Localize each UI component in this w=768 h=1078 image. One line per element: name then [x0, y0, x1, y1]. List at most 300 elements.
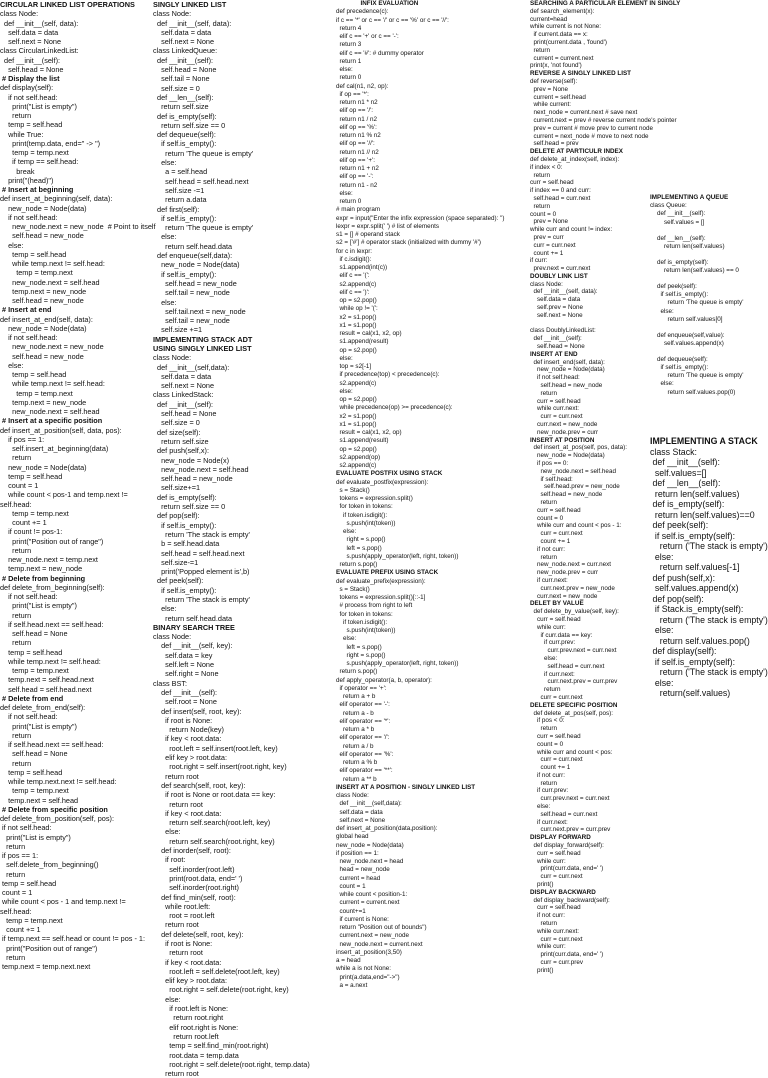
- code-line: if temp.next == self.head or count != pos - 1:: [0, 934, 146, 944]
- code-line: [650, 170, 768, 178]
- code-line: def delete_at_pos(self, pos):: [530, 709, 613, 717]
- code-line: curr.next = new_node: [530, 421, 598, 429]
- code-line: def display(self):: [650, 646, 717, 656]
- code-line: while current is not None:: [530, 23, 602, 31]
- code-line: self.values.append(x): [650, 339, 724, 347]
- code-line: self.data = data: [530, 296, 581, 304]
- code-line: return 'The stack is empty': [153, 529, 250, 539]
- code-line: s1.append(int(c)): [336, 264, 388, 271]
- code-line: print(a.data,end="->"): [336, 973, 400, 981]
- code-line: insert_at_position(3,50): [336, 948, 402, 956]
- code-line: curr.next.prev = new_node: [530, 584, 615, 592]
- code-line: print(): [530, 966, 554, 974]
- code-line: return: [0, 610, 32, 620]
- code-line: def __init__(self, data):: [530, 288, 598, 296]
- code-line: if curr.next:: [530, 576, 568, 584]
- code-line: self.insert_at_beginning(data): [0, 444, 109, 453]
- code-line: [650, 16, 768, 24]
- code-line: self.tail = new_node: [153, 288, 230, 298]
- code-line: self.delete_from_beginning(): [0, 860, 99, 870]
- code-line: return n1 * n2: [336, 99, 378, 106]
- code-line: self.head = None: [153, 409, 217, 419]
- code-line: return(self.values): [650, 688, 731, 698]
- code-line: def evaluate_prefix(expression):: [336, 577, 426, 585]
- code-line: s2.append(c): [336, 280, 377, 288]
- code-line: if not self.head:: [0, 333, 58, 342]
- code-line: while root.left:: [153, 901, 211, 911]
- code-line: count += 1: [530, 249, 564, 257]
- code-line: count = 1: [336, 882, 366, 890]
- code-line: temp.next = new_node: [0, 397, 87, 407]
- code-line: def __init__(self):: [153, 55, 214, 65]
- code-line: def delete(self, root, key):: [153, 929, 244, 939]
- code-line: class DoublyLinkedList:: [530, 327, 596, 335]
- code-line: self.head.prev = new_node: [530, 483, 620, 491]
- code-line: count+=1: [336, 907, 366, 915]
- code-line: class Node:: [153, 353, 192, 363]
- code-line: else:: [0, 360, 24, 370]
- code-line: return root.left: [153, 1031, 219, 1041]
- code-line: if not curr:: [530, 912, 565, 920]
- code-line: elif op == '+':: [336, 156, 375, 164]
- code-line: [650, 154, 768, 162]
- code-line: s = Stack(): [336, 585, 370, 593]
- code-line: return: [0, 638, 32, 648]
- code-line: class Node:: [530, 280, 563, 288]
- code-line: return: [530, 686, 561, 694]
- code-line: break: [0, 166, 35, 176]
- code-line: while op != '(':: [336, 305, 378, 313]
- code-line: current = current.next: [530, 54, 594, 62]
- code-line: def insert_end(self, data):: [530, 358, 605, 366]
- section-heading: IMPLEMENTING A QUEUE: [650, 194, 729, 202]
- section-heading: INSERT AT END: [530, 350, 578, 358]
- code-line: count = 1: [0, 481, 39, 490]
- code-line: current=head: [530, 15, 568, 23]
- code-line: elif c == ')':: [336, 288, 370, 296]
- code-line: if root is None or root.data == key:: [153, 790, 276, 800]
- code-line: root.right = self.insert(root.right, key): [153, 762, 287, 772]
- code-line: return s.pop(): [336, 561, 378, 568]
- code-line: print(x, 'not found'): [530, 62, 582, 70]
- code-line: while temp.next != self.head:: [0, 656, 101, 666]
- code-line: self.root = None: [153, 697, 217, 707]
- code-line: elif c == '+' or c == '-':: [336, 33, 399, 40]
- code-line: if self.head.next == self.head:: [0, 740, 104, 749]
- code-line: new_node = Node(data): [336, 841, 404, 849]
- code-line: self.head = new_node: [530, 491, 603, 499]
- code-line: temp = self.find_min(root.right): [153, 1041, 269, 1051]
- code-line: def apply_operator(a, b, operator):: [336, 676, 432, 684]
- code-line: new_node = Node(data): [0, 323, 87, 333]
- code-line: temp = temp.next: [0, 915, 63, 925]
- code-line: def __init__(self):: [153, 687, 218, 697]
- code-line: else:: [650, 551, 674, 562]
- code-line: def insert(self, root, key):: [153, 706, 242, 716]
- code-line: self.right = None: [153, 669, 219, 679]
- code-line: def __len__(self):: [650, 234, 706, 242]
- code-line: [650, 138, 768, 146]
- code-line: def insert_at_position(data,position):: [336, 825, 438, 832]
- code-line: [650, 65, 768, 73]
- code-line: def insert_at_pos(self, pos, data):: [530, 444, 627, 452]
- code-line: if not self.head:: [0, 212, 58, 222]
- code-line: return self.values[-1]: [650, 562, 740, 572]
- section-heading: DELETE AT PARTICULR INDEX: [530, 148, 623, 156]
- code-line: while a is not None:: [336, 965, 391, 973]
- code-line: self.head = curr.next: [530, 810, 598, 818]
- code-line: else:: [336, 528, 357, 535]
- code-line: if curr.prev:: [530, 639, 576, 647]
- code-line: if not curr:: [530, 545, 565, 553]
- code-line: def __init__(self):: [650, 457, 720, 467]
- code-line: if root is None:: [153, 938, 213, 948]
- code-line: return n1 - n2: [336, 181, 378, 189]
- code-line: current.next = prev # reverse current node's pointer: [530, 116, 677, 124]
- section-heading: DISPLAY FORWARD: [530, 834, 591, 842]
- code-line: return 4: [336, 24, 362, 32]
- code-line: new_node.next = self.head: [0, 407, 100, 416]
- code-line: right = s.pop(): [336, 651, 386, 659]
- code-line: class Node:: [153, 9, 192, 19]
- code-line: [650, 0, 768, 8]
- code-line: while precedence(op) >= precedence(c):: [336, 404, 453, 412]
- code-line: self.size -=1: [153, 185, 205, 195]
- code-line: self.head:: [0, 906, 32, 916]
- code-line: temp = self.head: [0, 878, 57, 888]
- code-line: if self.head.next == self.head:: [0, 619, 104, 629]
- code-line: return root: [153, 1069, 199, 1078]
- code-line: # process from right to left: [336, 602, 413, 610]
- code-line: return 3: [336, 41, 362, 49]
- code-line: if not curr:: [530, 771, 565, 779]
- code-line: else:: [336, 387, 353, 395]
- code-line: global head: [336, 833, 369, 841]
- code-line: [650, 105, 768, 113]
- code-line: return 0: [336, 198, 362, 205]
- code-line: lexpr = expr.split(' ') # list of elements: [336, 222, 440, 230]
- code-line: temp.next = new_node: [0, 564, 83, 574]
- code-line: return self.values.pop(0): [650, 388, 736, 396]
- code-line: return a * b: [336, 726, 375, 733]
- code-line: curr.next.prev = curr.prev: [530, 826, 611, 834]
- code-line: return root: [153, 799, 203, 809]
- code-line: return ('The stack is empty'): [650, 614, 768, 625]
- column-stack: [650, 436, 768, 699]
- code-line: while count < pos - 1 and temp.next !=: [0, 897, 126, 907]
- code-line: self.head = None: [153, 65, 217, 75]
- code-line: count += 1: [0, 518, 47, 527]
- code-line: curr = curr.next: [530, 413, 583, 421]
- code-line: else:: [530, 803, 551, 811]
- code-line: return 'The queue is empty': [153, 223, 254, 233]
- code-line: self.head = None: [0, 749, 68, 759]
- code-line: elif c == '(':: [336, 272, 370, 280]
- code-line: def pop(self):: [650, 593, 704, 604]
- code-line: while temp.next.next != self.head:: [0, 777, 117, 786]
- code-line: temp.next = self.head.next: [0, 675, 94, 685]
- section-heading: # Insert at end: [0, 305, 52, 315]
- code-line: def is_empty(self):: [153, 111, 217, 121]
- code-line: elif operator == '**':: [336, 767, 393, 775]
- code-line: s.push(apply_operator(left, right, token)): [336, 552, 459, 560]
- code-line: print("Position out of range"): [0, 536, 104, 546]
- code-line: new_node = Node(data): [530, 366, 605, 374]
- code-line: s.push(int(token)): [336, 519, 396, 527]
- code-line: new_node = Node(data): [0, 462, 87, 472]
- code-line: if not self.head:: [0, 823, 52, 833]
- code-line: if not self.head:: [0, 592, 58, 601]
- code-line: root.left = self.delete(root.left, key): [153, 966, 280, 976]
- code-line: return len(self.values): [650, 242, 725, 250]
- code-line: s.push(apply_operator(left, right, token)): [336, 660, 459, 667]
- code-line: self.inorder(root.left): [153, 864, 235, 874]
- code-line: if not self.head:: [0, 92, 58, 102]
- code-line: new_node.next = self.head: [530, 467, 616, 475]
- code-line: self.values.append(x): [650, 583, 739, 593]
- code-line: if self.is_empty():: [153, 585, 217, 595]
- code-line: def display_forward(self):: [530, 842, 604, 850]
- code-line: new_node.next = curr.next: [530, 561, 612, 569]
- code-line: if Stack.is_empty(self):: [650, 604, 744, 614]
- code-line: print(curr.data, end=' '): [530, 951, 604, 959]
- code-line: class Node:: [153, 632, 192, 642]
- code-line: if operator == '+':: [336, 684, 387, 692]
- code-line: [650, 81, 768, 89]
- code-line: def __init__(self):: [0, 55, 61, 65]
- code-line: return: [0, 952, 26, 962]
- column-queue: [650, 0, 768, 397]
- code-line: temp = self.head: [0, 120, 63, 130]
- code-line: if not self.head:: [0, 712, 58, 722]
- code-line: s1.append(result): [336, 437, 389, 445]
- code-line: [650, 32, 768, 40]
- code-line: class Node:: [0, 9, 39, 19]
- code-line: s2.append(op): [336, 453, 381, 461]
- code-line: class Queue:: [650, 202, 687, 210]
- code-line: def delete_at_index(self, index):: [530, 155, 620, 163]
- code-line: return: [530, 553, 557, 561]
- code-line: head = new_node: [336, 866, 390, 874]
- code-line: new_node = Node(data): [153, 260, 240, 270]
- code-line: return self.size: [153, 436, 209, 446]
- code-line: if pos == 0:: [530, 460, 569, 468]
- code-line: return a ** b: [336, 775, 377, 783]
- code-line: return: [0, 841, 26, 851]
- code-line: print("List is empty"): [0, 721, 77, 731]
- code-line: def display_backward(self):: [530, 896, 610, 904]
- section-heading: SEARCHING A PARTICULAR ELEMENT IN SINGLY: [530, 0, 681, 7]
- code-line: new_node.prev = curr: [530, 569, 599, 577]
- code-line: def insert_at_end(self, data):: [0, 314, 93, 324]
- code-line: curr = curr.next: [530, 530, 583, 538]
- code-line: tokens = expression.split(): [336, 495, 413, 502]
- code-line: def dequeue(self):: [153, 130, 216, 140]
- code-line: [650, 348, 768, 356]
- code-line: root = root.left: [153, 911, 215, 921]
- code-line: print(curr.data, end=' '): [530, 865, 604, 873]
- code-line: if index == 0 and curr:: [530, 187, 591, 195]
- code-line: result = cal(x1, x2, op): [336, 429, 402, 436]
- code-line: def search(self, root, key):: [153, 780, 246, 790]
- code-line: return 'The queue is empty': [650, 299, 744, 307]
- code-line: new_node.next = new_node # Point to itself: [0, 222, 156, 231]
- code-line: if temp == self.head:: [0, 157, 79, 167]
- code-line: [650, 121, 768, 129]
- code-line: curr = self.head: [530, 397, 581, 405]
- code-line: self.head = curr.next: [530, 662, 605, 670]
- code-line: if op == '*':: [336, 90, 369, 98]
- code-line: else:: [336, 354, 353, 362]
- code-line: self.size = 0: [153, 83, 200, 93]
- code-line: while True:: [0, 129, 44, 139]
- code-line: def is_empty(self):: [650, 259, 709, 266]
- code-line: return: [0, 758, 32, 768]
- code-line: def __init__(self):: [650, 210, 706, 218]
- code-line: def __len__(self):: [153, 92, 214, 102]
- code-line: def insert_at_beginning(self, data):: [0, 194, 113, 204]
- code-line: if count != pos-1:: [0, 527, 63, 537]
- section-heading: DELET BY VALUE: [530, 600, 584, 608]
- code-line: def __init__(self, data):: [153, 18, 232, 28]
- code-line: return self.head.data: [153, 241, 233, 251]
- code-line: temp = temp.next: [0, 148, 69, 157]
- code-line: print("List is empty"): [0, 832, 71, 842]
- code-line: def peek(self):: [650, 283, 697, 291]
- code-line: def is_empty(self):: [650, 499, 725, 509]
- code-line: if key < root.data:: [153, 808, 222, 818]
- code-line: if key < root.data:: [153, 734, 222, 744]
- code-line: expr = input("Enter the infix expression (space separated): "): [336, 214, 505, 222]
- code-line: current = current.next: [336, 899, 400, 907]
- code-line: [650, 57, 768, 65]
- code-line: self.head = None: [0, 629, 68, 638]
- code-line: x2 = s1.pop(): [336, 412, 377, 420]
- code-line: def delete_from_position(self, pos):: [0, 814, 114, 823]
- code-line: print("List is empty"): [0, 601, 77, 611]
- code-line: new_node = Node(x): [153, 455, 230, 465]
- code-line: curr = curr.next: [530, 935, 583, 943]
- code-line: return 'The queue is empty': [153, 148, 254, 158]
- code-line: new_node.next = head: [336, 858, 404, 865]
- code-line: new_node.prev = curr: [530, 428, 599, 436]
- code-line: if token.isdigit():: [336, 618, 388, 626]
- code-line: [650, 186, 768, 194]
- code-line: return root.right: [153, 1013, 224, 1023]
- code-line: self.tail = None: [153, 74, 210, 84]
- section-heading: EVALUATE POSTFIX USING STACK: [336, 470, 443, 478]
- code-line: self.next = None: [530, 311, 583, 319]
- code-line: self.data = data: [336, 808, 383, 816]
- code-line: new_node = Node(data): [0, 203, 87, 213]
- code-line: self.size +=1: [153, 325, 203, 335]
- code-line: def pop(self):: [153, 511, 200, 521]
- code-line: print(current.data , 'found'): [530, 38, 607, 46]
- code-line: self.next = None: [153, 381, 215, 391]
- code-line: op = s2.pop(): [336, 346, 377, 354]
- code-line: self.size = 0: [153, 418, 200, 428]
- code-line: return 0: [336, 74, 362, 82]
- code-line: def find_min(self, root):: [153, 892, 236, 902]
- code-line: def size(self):: [153, 427, 201, 437]
- code-line: def cal(n1, n2, op):: [336, 82, 389, 90]
- code-line: self.left = None: [153, 660, 215, 670]
- code-line: [650, 89, 768, 97]
- code-line: class BST:: [153, 678, 188, 688]
- code-line: return: [530, 725, 557, 733]
- code-line: [650, 275, 768, 283]
- code-line: def first(self):: [153, 204, 200, 214]
- code-line: return ('The stack is empty'): [650, 667, 768, 677]
- code-line: if root:: [153, 855, 186, 865]
- code-line: def search_element(x):: [530, 7, 595, 15]
- section-heading: CIRCULAR LINKED LIST OPERATIONS: [0, 0, 135, 9]
- code-line: self.values = []: [650, 218, 705, 226]
- section-heading: # Delete from specific position: [0, 804, 108, 814]
- code-line: def delete_by_value(self, key):: [530, 608, 619, 616]
- code-line: new_node.next = current.next: [336, 940, 423, 948]
- code-line: self.tail = new_node: [153, 316, 230, 326]
- code-line: return 'The stack is empty': [153, 595, 250, 604]
- code-line: if token.isdigit():: [336, 511, 388, 519]
- code-line: op = s2.pop(): [336, 445, 377, 453]
- code-line: x2 = s1.pop(): [336, 313, 377, 321]
- code-line: s.push(int(token)): [336, 627, 396, 634]
- code-line: [650, 146, 768, 154]
- code-line: def insert_at_position(self, data, pos):: [0, 425, 122, 435]
- code-line: count += 1: [530, 537, 571, 545]
- code-line: def delete_from_beginning(self):: [0, 582, 105, 592]
- code-line: count = 0: [530, 514, 564, 522]
- code-line: self.tail.next = new_node: [153, 306, 246, 316]
- code-line: temp.next = new_node: [0, 286, 87, 296]
- code-line: while current:: [530, 101, 571, 109]
- code-line: print("(head)"): [0, 175, 54, 185]
- code-line: [650, 113, 768, 121]
- code-line: next_node = current.next # save next: [530, 109, 638, 117]
- code-line: top = s2[-1]: [336, 363, 372, 370]
- column-infix-postfix-prefix: [336, 0, 529, 990]
- code-line: count = 0: [530, 210, 557, 218]
- code-line: else:: [153, 232, 177, 242]
- code-line: temp = temp.next: [0, 786, 69, 796]
- code-line: temp = self.head: [0, 767, 63, 777]
- code-line: while temp.next != self.head:: [0, 259, 105, 268]
- code-line: [650, 49, 768, 57]
- code-line: [650, 251, 768, 259]
- code-line: if pos == 1:: [0, 851, 39, 860]
- code-line: while curr:: [530, 623, 566, 631]
- code-line: return len(self.values): [650, 488, 740, 499]
- code-line: if self.is_empty(self):: [650, 530, 736, 541]
- code-line: curr.next.prev = curr.prev: [530, 678, 618, 686]
- code-line: for token in tokens:: [336, 610, 393, 618]
- code-line: if curr:: [530, 257, 548, 265]
- code-line: return a + b: [336, 693, 376, 700]
- code-line: if current is None:: [336, 915, 389, 923]
- code-line: class Stack:: [650, 446, 697, 457]
- code-line: elif op == '/':: [336, 107, 374, 115]
- code-line: self.head = self.head.next: [153, 548, 245, 558]
- code-line: s1.append(result): [336, 338, 389, 346]
- code-line: self.head = prev: [530, 140, 579, 148]
- code-line: temp = temp.next: [0, 388, 73, 398]
- code-line: curr.prev.next = curr.next: [530, 647, 617, 655]
- section-heading: # Insert at beginning: [0, 185, 74, 194]
- code-line: temp = self.head: [0, 471, 63, 481]
- code-line: curr.prev.next = curr.next: [530, 795, 610, 803]
- code-line: self.data = data: [153, 371, 212, 381]
